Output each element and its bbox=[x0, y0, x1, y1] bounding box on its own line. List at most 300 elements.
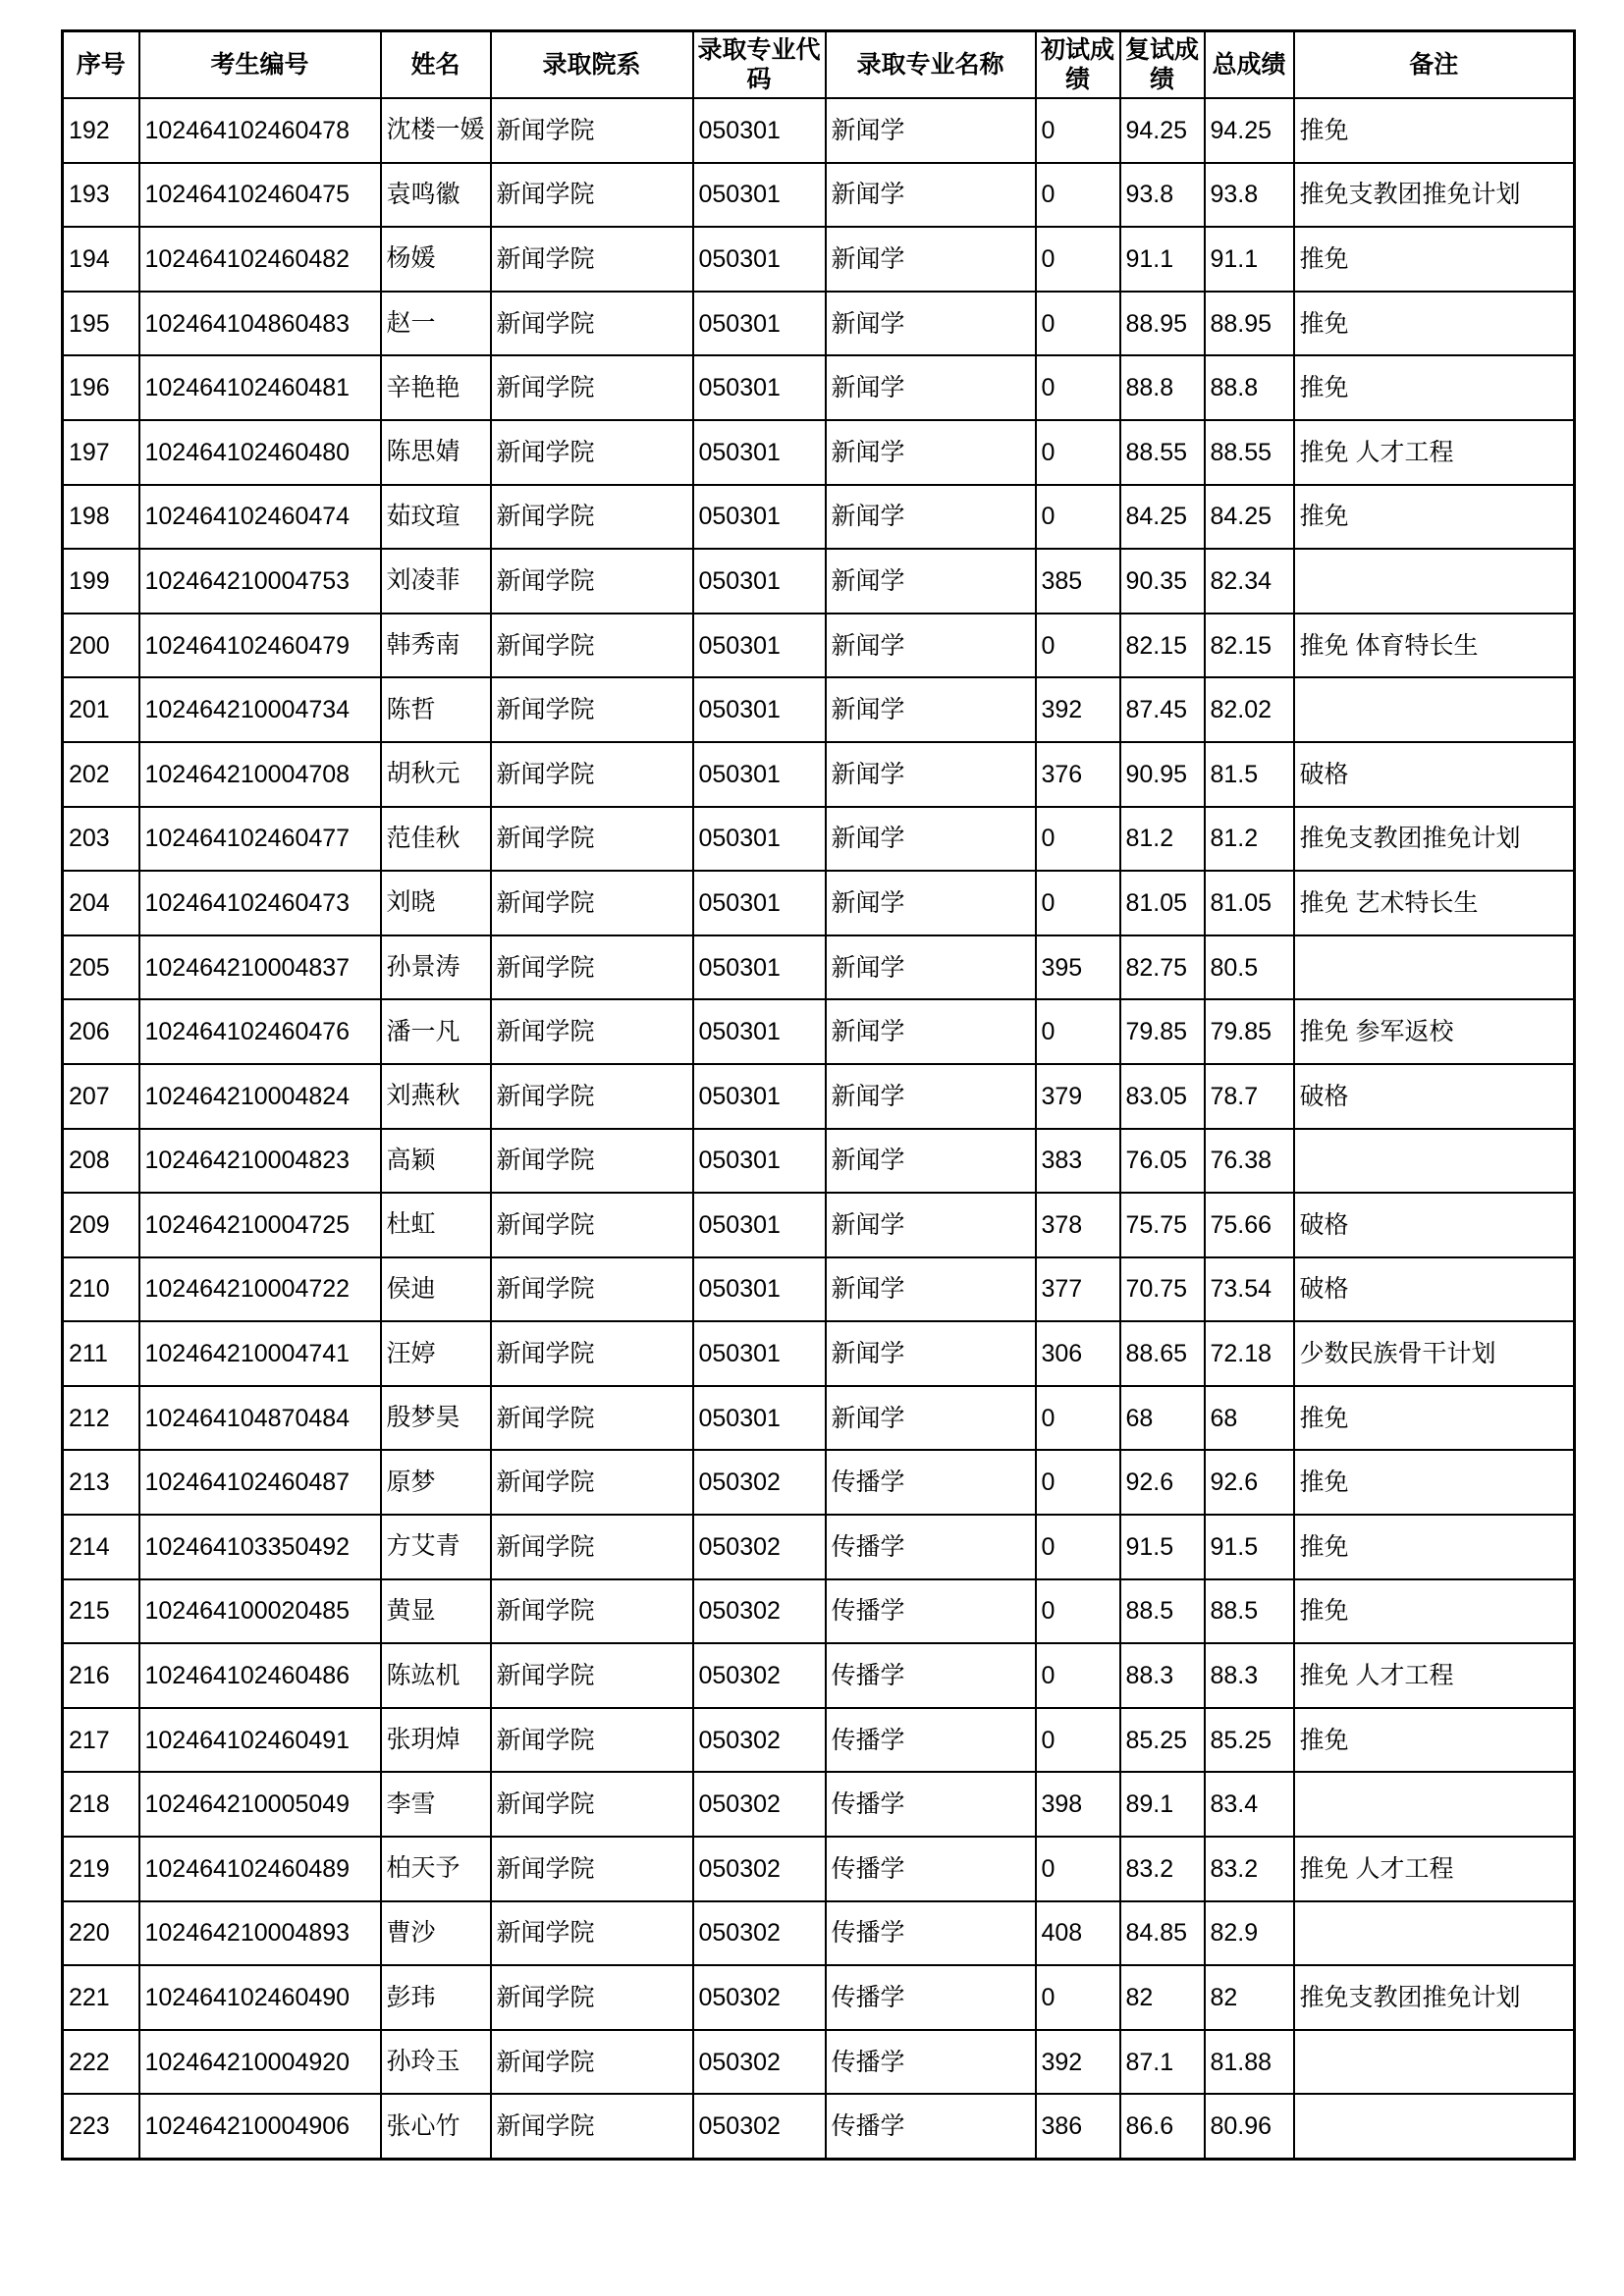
cell-dept: 新闻学院 bbox=[491, 1193, 693, 1257]
cell-exam-id: 102464102460482 bbox=[139, 227, 381, 292]
cell-prelim: 386 bbox=[1036, 2094, 1120, 2159]
cell-exam-id: 102464102460487 bbox=[139, 1450, 381, 1515]
cell-major-code: 050301 bbox=[693, 614, 826, 678]
cell-note: 推免 bbox=[1294, 1450, 1575, 1515]
cell-prelim: 0 bbox=[1036, 1643, 1120, 1708]
cell-seq: 218 bbox=[63, 1772, 139, 1837]
cell-major-code: 050302 bbox=[693, 1450, 826, 1515]
cell-retest: 85.25 bbox=[1120, 1708, 1205, 1773]
cell-prelim: 378 bbox=[1036, 1193, 1120, 1257]
table-row bbox=[63, 935, 1575, 1000]
cell-note: 推免 bbox=[1294, 485, 1575, 550]
cell-retest: 83.2 bbox=[1120, 1837, 1205, 1901]
cell-total: 85.25 bbox=[1205, 1708, 1294, 1773]
cell-seq: 216 bbox=[63, 1643, 139, 1708]
cell-seq: 207 bbox=[63, 1064, 139, 1129]
table-row bbox=[63, 614, 1575, 678]
cell-exam-id: 102464210004753 bbox=[139, 549, 381, 614]
cell-exam-id: 102464210004725 bbox=[139, 1193, 381, 1257]
cell-retest: 76.05 bbox=[1120, 1129, 1205, 1194]
cell-total: 82.02 bbox=[1205, 677, 1294, 742]
cell-exam-id: 102464102460480 bbox=[139, 420, 381, 485]
cell-prelim: 306 bbox=[1036, 1321, 1120, 1386]
cell-retest: 92.6 bbox=[1120, 1450, 1205, 1515]
cell-prelim: 376 bbox=[1036, 742, 1120, 807]
cell-name: 陈竑机 bbox=[381, 1643, 491, 1708]
cell-prelim: 377 bbox=[1036, 1257, 1120, 1322]
header-seq: 序号 bbox=[63, 31, 139, 99]
header-major-code: 录取专业代码 bbox=[693, 31, 826, 99]
cell-seq: 210 bbox=[63, 1257, 139, 1322]
cell-note bbox=[1294, 2094, 1575, 2159]
cell-prelim: 0 bbox=[1036, 1450, 1120, 1515]
cell-note bbox=[1294, 1901, 1575, 1966]
cell-note: 推免 人才工程 bbox=[1294, 1837, 1575, 1901]
cell-major-code: 050301 bbox=[693, 807, 826, 872]
cell-retest: 68 bbox=[1120, 1386, 1205, 1451]
table-row bbox=[63, 227, 1575, 292]
cell-seq: 195 bbox=[63, 292, 139, 356]
cell-retest: 86.6 bbox=[1120, 2094, 1205, 2159]
cell-total: 75.66 bbox=[1205, 1193, 1294, 1257]
cell-major-code: 050301 bbox=[693, 1321, 826, 1386]
cell-exam-id: 102464102460478 bbox=[139, 98, 381, 163]
cell-name: 张玥焯 bbox=[381, 1708, 491, 1773]
table-row bbox=[63, 355, 1575, 420]
cell-retest: 88.65 bbox=[1120, 1321, 1205, 1386]
cell-dept: 新闻学院 bbox=[491, 420, 693, 485]
cell-note: 破格 bbox=[1294, 1193, 1575, 1257]
cell-dept: 新闻学院 bbox=[491, 1965, 693, 2030]
cell-dept: 新闻学院 bbox=[491, 227, 693, 292]
cell-total: 94.25 bbox=[1205, 98, 1294, 163]
cell-seq: 213 bbox=[63, 1450, 139, 1515]
cell-major-code: 050301 bbox=[693, 677, 826, 742]
cell-note: 推免 bbox=[1294, 1515, 1575, 1579]
cell-exam-id: 102464104860483 bbox=[139, 292, 381, 356]
cell-major-code: 050301 bbox=[693, 871, 826, 935]
cell-retest: 84.85 bbox=[1120, 1901, 1205, 1966]
cell-note bbox=[1294, 935, 1575, 1000]
cell-major-name: 新闻学 bbox=[826, 549, 1036, 614]
cell-major-code: 050301 bbox=[693, 549, 826, 614]
cell-dept: 新闻学院 bbox=[491, 1515, 693, 1579]
cell-note bbox=[1294, 549, 1575, 614]
cell-major-name: 新闻学 bbox=[826, 614, 1036, 678]
cell-prelim: 398 bbox=[1036, 1772, 1120, 1837]
cell-major-name: 新闻学 bbox=[826, 1193, 1036, 1257]
cell-retest: 84.25 bbox=[1120, 485, 1205, 550]
cell-dept: 新闻学院 bbox=[491, 1837, 693, 1901]
cell-seq: 197 bbox=[63, 420, 139, 485]
cell-total: 79.85 bbox=[1205, 999, 1294, 1064]
cell-retest: 89.1 bbox=[1120, 1772, 1205, 1837]
cell-exam-id: 102464102460489 bbox=[139, 1837, 381, 1901]
cell-major-name: 传播学 bbox=[826, 2094, 1036, 2159]
cell-seq: 214 bbox=[63, 1515, 139, 1579]
cell-total: 81.05 bbox=[1205, 871, 1294, 935]
cell-dept: 新闻学院 bbox=[491, 98, 693, 163]
cell-exam-id: 102464102460476 bbox=[139, 999, 381, 1064]
cell-major-name: 新闻学 bbox=[826, 677, 1036, 742]
cell-prelim: 0 bbox=[1036, 999, 1120, 1064]
cell-total: 91.1 bbox=[1205, 227, 1294, 292]
cell-dept: 新闻学院 bbox=[491, 807, 693, 872]
cell-major-code: 050301 bbox=[693, 1193, 826, 1257]
cell-major-name: 新闻学 bbox=[826, 871, 1036, 935]
cell-seq: 198 bbox=[63, 485, 139, 550]
cell-total: 68 bbox=[1205, 1386, 1294, 1451]
cell-major-code: 050301 bbox=[693, 227, 826, 292]
cell-exam-id: 102464102460473 bbox=[139, 871, 381, 935]
cell-name: 张心竹 bbox=[381, 2094, 491, 2159]
cell-seq: 201 bbox=[63, 677, 139, 742]
cell-prelim: 0 bbox=[1036, 1515, 1120, 1579]
cell-total: 80.96 bbox=[1205, 2094, 1294, 2159]
cell-dept: 新闻学院 bbox=[491, 1257, 693, 1322]
cell-name: 黄显 bbox=[381, 1579, 491, 1644]
cell-retest: 82.15 bbox=[1120, 614, 1205, 678]
cell-prelim: 0 bbox=[1036, 1965, 1120, 2030]
cell-name: 曹沙 bbox=[381, 1901, 491, 1966]
cell-major-name: 传播学 bbox=[826, 1643, 1036, 1708]
cell-exam-id: 102464102460491 bbox=[139, 1708, 381, 1773]
table-row bbox=[63, 292, 1575, 356]
cell-note: 破格 bbox=[1294, 1257, 1575, 1322]
cell-dept: 新闻学院 bbox=[491, 935, 693, 1000]
cell-exam-id: 102464103350492 bbox=[139, 1515, 381, 1579]
cell-note: 推免 体育特长生 bbox=[1294, 614, 1575, 678]
cell-name: 胡秋元 bbox=[381, 742, 491, 807]
cell-note: 推免 人才工程 bbox=[1294, 1643, 1575, 1708]
table-row bbox=[63, 742, 1575, 807]
cell-major-code: 050301 bbox=[693, 485, 826, 550]
cell-retest: 90.95 bbox=[1120, 742, 1205, 807]
table-row bbox=[63, 98, 1575, 163]
cell-prelim: 0 bbox=[1036, 355, 1120, 420]
table-row bbox=[63, 549, 1575, 614]
cell-note: 推免 艺术特长生 bbox=[1294, 871, 1575, 935]
cell-major-code: 050302 bbox=[693, 1901, 826, 1966]
cell-name: 孙玲玉 bbox=[381, 2030, 491, 2095]
cell-major-name: 新闻学 bbox=[826, 98, 1036, 163]
cell-name: 茹玟瑄 bbox=[381, 485, 491, 550]
cell-major-name: 传播学 bbox=[826, 1901, 1036, 1966]
cell-exam-id: 102464102460477 bbox=[139, 807, 381, 872]
cell-seq: 219 bbox=[63, 1837, 139, 1901]
cell-seq: 220 bbox=[63, 1901, 139, 1966]
cell-major-code: 050302 bbox=[693, 2094, 826, 2159]
cell-major-name: 新闻学 bbox=[826, 1257, 1036, 1322]
cell-major-code: 050301 bbox=[693, 935, 826, 1000]
cell-dept: 新闻学院 bbox=[491, 549, 693, 614]
cell-total: 82.9 bbox=[1205, 1901, 1294, 1966]
cell-total: 83.4 bbox=[1205, 1772, 1294, 1837]
cell-major-name: 新闻学 bbox=[826, 292, 1036, 356]
cell-major-code: 050301 bbox=[693, 292, 826, 356]
cell-dept: 新闻学院 bbox=[491, 1321, 693, 1386]
cell-seq: 206 bbox=[63, 999, 139, 1064]
cell-major-name: 新闻学 bbox=[826, 420, 1036, 485]
cell-total: 80.5 bbox=[1205, 935, 1294, 1000]
cell-note bbox=[1294, 677, 1575, 742]
table-row bbox=[63, 1257, 1575, 1322]
cell-total: 88.5 bbox=[1205, 1579, 1294, 1644]
cell-total: 88.8 bbox=[1205, 355, 1294, 420]
table-row bbox=[63, 1643, 1575, 1708]
cell-note: 破格 bbox=[1294, 1064, 1575, 1129]
cell-retest: 87.1 bbox=[1120, 2030, 1205, 2095]
cell-prelim: 383 bbox=[1036, 1129, 1120, 1194]
cell-exam-id: 102464210004906 bbox=[139, 2094, 381, 2159]
cell-total: 81.88 bbox=[1205, 2030, 1294, 2095]
cell-name: 原梦 bbox=[381, 1450, 491, 1515]
cell-dept: 新闻学院 bbox=[491, 1386, 693, 1451]
cell-note: 推免支教团推免计划 bbox=[1294, 163, 1575, 228]
cell-major-code: 050302 bbox=[693, 1515, 826, 1579]
cell-note: 推免 bbox=[1294, 1579, 1575, 1644]
cell-retest: 88.3 bbox=[1120, 1643, 1205, 1708]
cell-exam-id: 102464104870484 bbox=[139, 1386, 381, 1451]
cell-note: 推免支教团推免计划 bbox=[1294, 1965, 1575, 2030]
table-row bbox=[63, 1772, 1575, 1837]
cell-total: 73.54 bbox=[1205, 1257, 1294, 1322]
cell-dept: 新闻学院 bbox=[491, 1772, 693, 1837]
cell-prelim: 0 bbox=[1036, 1579, 1120, 1644]
cell-major-code: 050302 bbox=[693, 1837, 826, 1901]
cell-retest: 82 bbox=[1120, 1965, 1205, 2030]
table-row bbox=[63, 1901, 1575, 1966]
cell-prelim: 0 bbox=[1036, 807, 1120, 872]
cell-retest: 87.45 bbox=[1120, 677, 1205, 742]
cell-dept: 新闻学院 bbox=[491, 742, 693, 807]
cell-retest: 91.1 bbox=[1120, 227, 1205, 292]
cell-major-name: 新闻学 bbox=[826, 485, 1036, 550]
table-row bbox=[63, 1321, 1575, 1386]
table-row bbox=[63, 1515, 1575, 1579]
cell-prelim: 0 bbox=[1036, 98, 1120, 163]
cell-prelim: 0 bbox=[1036, 1708, 1120, 1773]
cell-major-name: 新闻学 bbox=[826, 355, 1036, 420]
cell-seq: 192 bbox=[63, 98, 139, 163]
cell-name: 沈楼一媛 bbox=[381, 98, 491, 163]
cell-seq: 209 bbox=[63, 1193, 139, 1257]
cell-name: 辛艳艳 bbox=[381, 355, 491, 420]
cell-exam-id: 102464102460479 bbox=[139, 614, 381, 678]
cell-name: 韩秀南 bbox=[381, 614, 491, 678]
cell-seq: 194 bbox=[63, 227, 139, 292]
cell-prelim: 0 bbox=[1036, 1837, 1120, 1901]
cell-name: 汪婷 bbox=[381, 1321, 491, 1386]
header-name: 姓名 bbox=[381, 31, 491, 99]
cell-seq: 208 bbox=[63, 1129, 139, 1194]
cell-major-code: 050302 bbox=[693, 1708, 826, 1773]
cell-major-code: 050301 bbox=[693, 163, 826, 228]
cell-total: 92.6 bbox=[1205, 1450, 1294, 1515]
header-prelim: 初试成绩 bbox=[1036, 31, 1120, 99]
table-row bbox=[63, 1450, 1575, 1515]
header-total: 总成绩 bbox=[1205, 31, 1294, 99]
cell-major-code: 050301 bbox=[693, 355, 826, 420]
cell-name: 彭玮 bbox=[381, 1965, 491, 2030]
cell-name: 刘晓 bbox=[381, 871, 491, 935]
cell-seq: 202 bbox=[63, 742, 139, 807]
table-row bbox=[63, 163, 1575, 228]
cell-name: 杨媛 bbox=[381, 227, 491, 292]
cell-prelim: 0 bbox=[1036, 614, 1120, 678]
cell-dept: 新闻学院 bbox=[491, 1579, 693, 1644]
cell-total: 78.7 bbox=[1205, 1064, 1294, 1129]
cell-prelim: 0 bbox=[1036, 227, 1120, 292]
cell-retest: 91.5 bbox=[1120, 1515, 1205, 1579]
cell-retest: 70.75 bbox=[1120, 1257, 1205, 1322]
cell-prelim: 0 bbox=[1036, 420, 1120, 485]
cell-major-code: 050301 bbox=[693, 742, 826, 807]
cell-seq: 193 bbox=[63, 163, 139, 228]
cell-note bbox=[1294, 2030, 1575, 2095]
cell-exam-id: 102464210004824 bbox=[139, 1064, 381, 1129]
cell-dept: 新闻学院 bbox=[491, 999, 693, 1064]
cell-major-code: 050302 bbox=[693, 1772, 826, 1837]
cell-major-name: 新闻学 bbox=[826, 1321, 1036, 1386]
cell-dept: 新闻学院 bbox=[491, 614, 693, 678]
table-row bbox=[63, 420, 1575, 485]
cell-retest: 88.8 bbox=[1120, 355, 1205, 420]
cell-major-name: 传播学 bbox=[826, 1708, 1036, 1773]
table-row bbox=[63, 1386, 1575, 1451]
cell-seq: 200 bbox=[63, 614, 139, 678]
cell-retest: 83.05 bbox=[1120, 1064, 1205, 1129]
cell-prelim: 0 bbox=[1036, 1386, 1120, 1451]
cell-note: 推免 bbox=[1294, 1386, 1575, 1451]
table-row bbox=[63, 1708, 1575, 1773]
cell-major-code: 050302 bbox=[693, 1965, 826, 2030]
table-row bbox=[63, 1837, 1575, 1901]
header-dept: 录取院系 bbox=[491, 31, 693, 99]
cell-major-code: 050302 bbox=[693, 1643, 826, 1708]
cell-exam-id: 102464100020485 bbox=[139, 1579, 381, 1644]
cell-dept: 新闻学院 bbox=[491, 2030, 693, 2095]
cell-seq: 221 bbox=[63, 1965, 139, 2030]
table-row bbox=[63, 1579, 1575, 1644]
cell-major-code: 050301 bbox=[693, 1064, 826, 1129]
cell-prelim: 385 bbox=[1036, 549, 1120, 614]
header-row bbox=[63, 31, 1575, 99]
cell-name: 高颖 bbox=[381, 1129, 491, 1194]
cell-major-name: 传播学 bbox=[826, 1772, 1036, 1837]
cell-seq: 211 bbox=[63, 1321, 139, 1386]
cell-note: 推免支教团推免计划 bbox=[1294, 807, 1575, 872]
admission-table bbox=[61, 29, 1576, 2161]
cell-total: 88.95 bbox=[1205, 292, 1294, 356]
cell-name: 陈思婧 bbox=[381, 420, 491, 485]
cell-major-name: 新闻学 bbox=[826, 1386, 1036, 1451]
cell-name: 殷梦昊 bbox=[381, 1386, 491, 1451]
cell-seq: 212 bbox=[63, 1386, 139, 1451]
cell-name: 柏天予 bbox=[381, 1837, 491, 1901]
cell-prelim: 0 bbox=[1036, 292, 1120, 356]
cell-name: 李雪 bbox=[381, 1772, 491, 1837]
cell-retest: 81.05 bbox=[1120, 871, 1205, 935]
cell-major-code: 050302 bbox=[693, 2030, 826, 2095]
cell-major-code: 050302 bbox=[693, 1579, 826, 1644]
cell-major-name: 新闻学 bbox=[826, 742, 1036, 807]
cell-note bbox=[1294, 1129, 1575, 1194]
cell-note: 推免 bbox=[1294, 1708, 1575, 1773]
header-note: 备注 bbox=[1294, 31, 1575, 99]
table-row bbox=[63, 677, 1575, 742]
table-row bbox=[63, 2094, 1575, 2159]
cell-name: 刘燕秋 bbox=[381, 1064, 491, 1129]
cell-major-name: 新闻学 bbox=[826, 999, 1036, 1064]
cell-total: 81.5 bbox=[1205, 742, 1294, 807]
cell-major-name: 传播学 bbox=[826, 1837, 1036, 1901]
cell-name: 杜虹 bbox=[381, 1193, 491, 1257]
cell-name: 潘一凡 bbox=[381, 999, 491, 1064]
cell-exam-id: 102464210004823 bbox=[139, 1129, 381, 1194]
cell-major-name: 新闻学 bbox=[826, 935, 1036, 1000]
cell-retest: 79.85 bbox=[1120, 999, 1205, 1064]
cell-dept: 新闻学院 bbox=[491, 1901, 693, 1966]
cell-note: 推免 bbox=[1294, 292, 1575, 356]
cell-prelim: 392 bbox=[1036, 677, 1120, 742]
cell-dept: 新闻学院 bbox=[491, 292, 693, 356]
table-row bbox=[63, 2030, 1575, 2095]
cell-exam-id: 102464210004708 bbox=[139, 742, 381, 807]
cell-seq: 196 bbox=[63, 355, 139, 420]
cell-note: 推免 bbox=[1294, 355, 1575, 420]
cell-note: 推免 参军返校 bbox=[1294, 999, 1575, 1064]
cell-prelim: 0 bbox=[1036, 163, 1120, 228]
table-row bbox=[63, 1129, 1575, 1194]
cell-retest: 75.75 bbox=[1120, 1193, 1205, 1257]
table-row bbox=[63, 871, 1575, 935]
cell-exam-id: 102464210004837 bbox=[139, 935, 381, 1000]
cell-dept: 新闻学院 bbox=[491, 485, 693, 550]
cell-exam-id: 102464210004722 bbox=[139, 1257, 381, 1322]
cell-retest: 93.8 bbox=[1120, 163, 1205, 228]
cell-total: 93.8 bbox=[1205, 163, 1294, 228]
table-row bbox=[63, 1193, 1575, 1257]
cell-seq: 215 bbox=[63, 1579, 139, 1644]
cell-total: 91.5 bbox=[1205, 1515, 1294, 1579]
cell-prelim: 379 bbox=[1036, 1064, 1120, 1129]
table-row bbox=[63, 999, 1575, 1064]
cell-exam-id: 102464210004734 bbox=[139, 677, 381, 742]
cell-name: 范佳秋 bbox=[381, 807, 491, 872]
cell-total: 88.55 bbox=[1205, 420, 1294, 485]
cell-total: 88.3 bbox=[1205, 1643, 1294, 1708]
cell-prelim: 408 bbox=[1036, 1901, 1120, 1966]
cell-exam-id: 102464102460490 bbox=[139, 1965, 381, 2030]
cell-dept: 新闻学院 bbox=[491, 871, 693, 935]
cell-name: 方艾青 bbox=[381, 1515, 491, 1579]
cell-dept: 新闻学院 bbox=[491, 1643, 693, 1708]
cell-dept: 新闻学院 bbox=[491, 1450, 693, 1515]
cell-major-name: 新闻学 bbox=[826, 807, 1036, 872]
cell-seq: 204 bbox=[63, 871, 139, 935]
cell-note: 推免 人才工程 bbox=[1294, 420, 1575, 485]
cell-name: 侯迪 bbox=[381, 1257, 491, 1322]
table-row bbox=[63, 1965, 1575, 2030]
cell-retest: 82.75 bbox=[1120, 935, 1205, 1000]
cell-dept: 新闻学院 bbox=[491, 1064, 693, 1129]
cell-seq: 205 bbox=[63, 935, 139, 1000]
cell-total: 81.2 bbox=[1205, 807, 1294, 872]
cell-major-code: 050301 bbox=[693, 1386, 826, 1451]
cell-exam-id: 102464102460475 bbox=[139, 163, 381, 228]
cell-total: 82.34 bbox=[1205, 549, 1294, 614]
